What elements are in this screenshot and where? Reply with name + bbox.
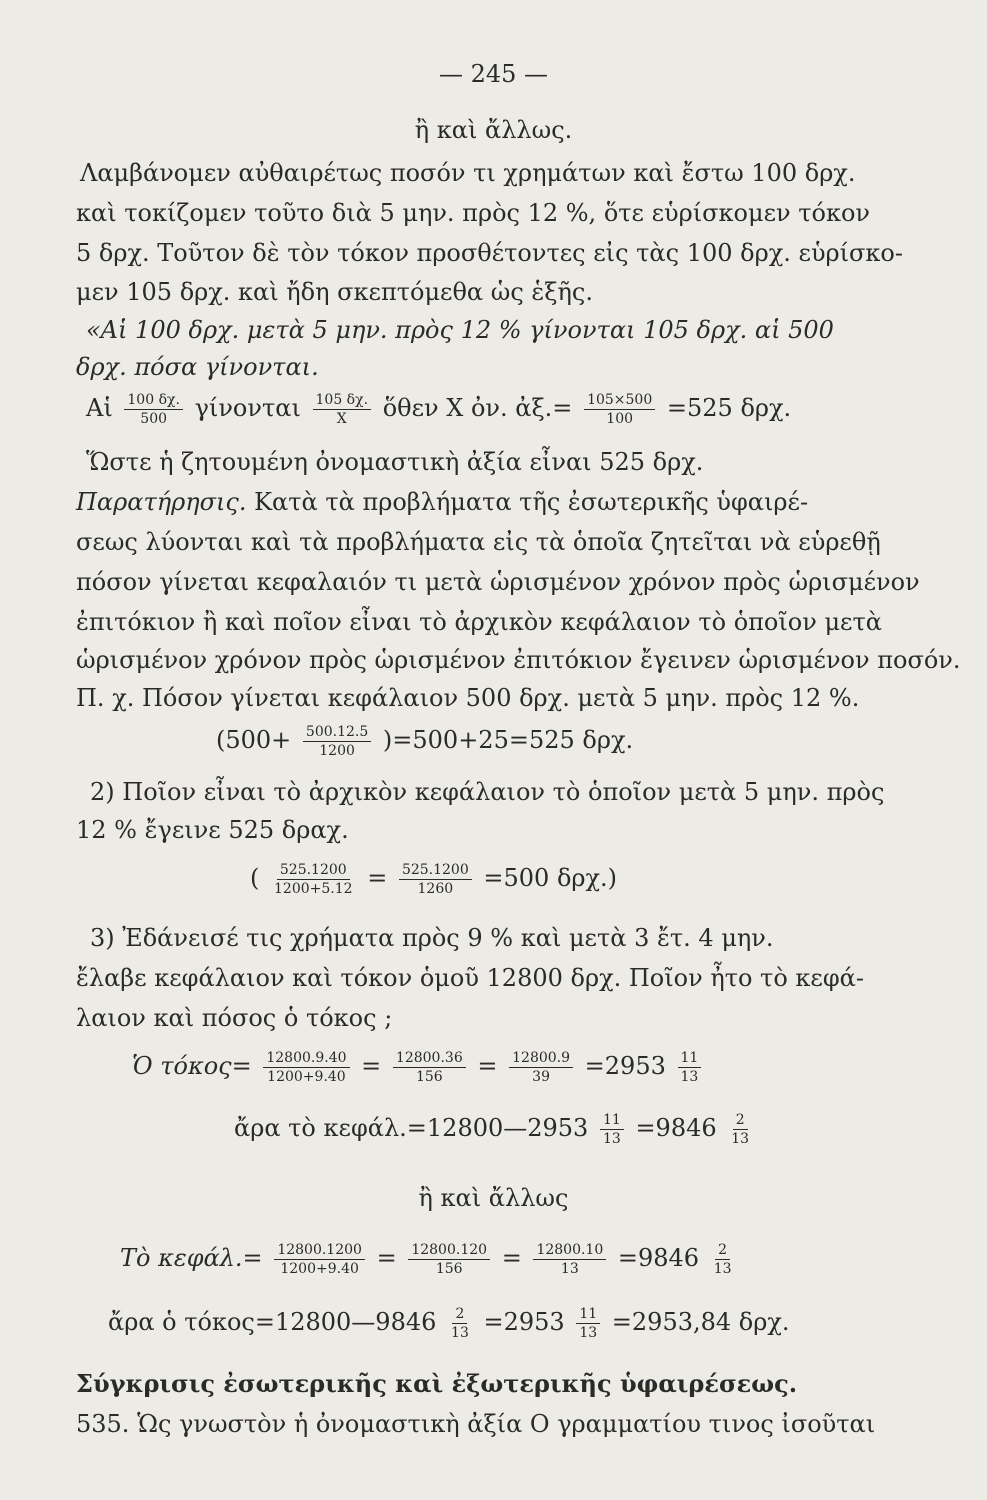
fraction (728, 1113, 752, 1146)
eq-text: =9846 (635, 1114, 717, 1142)
fraction-numerator: 2 (733, 1113, 748, 1130)
fraction-denominator: 39 (532, 1069, 550, 1085)
equation-1 (86, 392, 886, 426)
text-line: λαιον καὶ πόσος ὁ τόκος ; (76, 1004, 393, 1032)
text-line: Π. χ. Πόσον γίνεται κεφάλαιον 500 δρχ. μετὰ 5 μην. πρὸς 12 %. (76, 684, 860, 712)
fraction-numerator: 500.12.5 (303, 725, 371, 742)
fraction (263, 1051, 349, 1084)
text-line: 12 % ἔγεινε 525 δραχ. (76, 816, 349, 844)
fraction-denominator: 156 (415, 1069, 443, 1085)
text-line: καὶ τοκίζομεν τοῦτο διὰ 5 μην. πρὸς 12 %, ὅτε εὑρίσκομεν τόκον (76, 199, 870, 227)
fraction-denominator: 13 (680, 1069, 699, 1085)
fraction-denominator: 156 (435, 1261, 463, 1277)
eq-text: = (361, 1052, 382, 1080)
eq-text: )=500+25=525 δρχ. (382, 726, 634, 754)
fraction-numerator: 525.1200 (277, 863, 350, 880)
eq-text: Αἱ (86, 394, 113, 422)
text-line: ἐπιτόκιον ἢ καὶ ποῖον εἶναι τὸ ἀρχικὸν κεφάλαιον τὸ ὁποῖον μετὰ (76, 608, 882, 636)
fraction-denominator: 13 (713, 1261, 732, 1277)
text-line: ἢ καὶ ἄλλως (418, 1184, 569, 1212)
remark-text: Κατὰ τὰ προβλήματα τῆς ἐσωτερικῆς ὑφαιρέ- (246, 488, 809, 516)
fraction-denominator: 1260 (417, 881, 454, 897)
fraction (448, 1307, 472, 1340)
fraction-numerator: 12800.36 (393, 1051, 466, 1068)
fraction (274, 1243, 365, 1276)
fraction-numerator: 12800.9 (509, 1051, 573, 1068)
eq-text: =2953 (483, 1308, 565, 1336)
fraction-denominator: 100 (606, 411, 634, 427)
eq-text: γίνονται (194, 394, 301, 422)
text-line: μεν 105 δρχ. καὶ ἤδη σκεπτόμεθα ὡς ἑξῆς. (76, 278, 593, 306)
eq-text: = (376, 1244, 397, 1272)
fraction-numerator: 105×500 (584, 393, 655, 410)
fraction-numerator: 11 (678, 1051, 702, 1068)
eq-text: =525 δρχ. (666, 394, 792, 422)
fraction-denominator: 1200+9.40 (280, 1261, 359, 1277)
fraction (124, 393, 183, 426)
eq-text: =2953,84 δρχ. (611, 1308, 790, 1336)
fraction-denominator: X (336, 411, 347, 427)
fraction-numerator: 11 (600, 1113, 624, 1130)
eq-text: = (501, 1244, 522, 1272)
fraction (678, 1051, 702, 1084)
equation-7 (108, 1306, 908, 1340)
page-number: — 245 — (438, 60, 549, 88)
fraction (509, 1051, 573, 1084)
eq-text: ( (250, 864, 260, 892)
fraction-numerator: 12800.9.40 (263, 1051, 349, 1068)
fraction-denominator: 1200 (319, 743, 355, 759)
fraction-denominator: 13 (731, 1131, 750, 1147)
text-line: Ὥστε ἡ ζητουμένη ὀνομαστικὴ ἀξία εἶναι 525 δρχ. (86, 448, 704, 476)
fraction (711, 1243, 735, 1276)
equation-3 (250, 862, 987, 896)
fraction-denominator: 1200+9.40 (267, 1069, 346, 1085)
text-line: δρχ. πόσα γίνονται. (76, 353, 319, 381)
text-line: ὡρισμένον χρόνον πρὸς ὡρισμένον ἐπιτόκιον ἔγεινεν ὡρισμένον ποσόν. (76, 646, 961, 674)
fraction-denominator: 13 (602, 1131, 621, 1147)
eq-text: ἄρα τὸ κεφάλ.=12800—2953 (234, 1114, 589, 1142)
fraction-numerator: 100 δχ. (124, 393, 183, 410)
eq-text: =2953 (584, 1052, 666, 1080)
fraction (313, 393, 372, 426)
fraction-denominator: 13 (560, 1261, 579, 1277)
text-line: ἔλαβε κεφάλαιον καὶ τόκον ὁμοῦ 12800 δρχ. Ποῖον ἦτο τὸ κεφά- (76, 964, 864, 992)
eq-text: = (477, 1052, 498, 1080)
fraction (408, 1243, 490, 1276)
fraction (399, 863, 472, 896)
fraction-numerator: 105 δχ. (313, 393, 372, 410)
fraction (584, 393, 655, 426)
eq-text: ὅθεν X ὀν. ἀξ.= (382, 394, 573, 422)
text-line: 5 δρχ. Τοῦτον δὲ τὸν τόκον προσθέτοντες εἰς τὰς 100 δρχ. εὑρίσκο- (76, 239, 903, 267)
fraction (271, 863, 356, 896)
remark-heading: Παρατήρησις. (76, 488, 247, 516)
fraction-numerator: 12800.10 (533, 1243, 606, 1260)
text-line: πόσον γίνεται κεφαλαιόν τι μετὰ ὡρισμένον χρόνον πρὸς ὡρισμένον (76, 568, 920, 596)
fraction-numerator: 525.1200 (399, 863, 472, 880)
equation-2 (216, 724, 987, 758)
fraction (393, 1051, 466, 1084)
fraction-numerator: 2 (715, 1243, 730, 1260)
fraction (533, 1243, 606, 1276)
fraction-numerator: 12800.1200 (274, 1243, 365, 1260)
text-line (76, 486, 876, 518)
fraction (303, 725, 371, 758)
eq-text: Ὁ τόκος= (132, 1052, 252, 1080)
eq-text: ἄρα ὁ τόκος=12800—9846 (108, 1308, 437, 1336)
eq-text: =500 δρχ.) (483, 864, 618, 892)
section-heading: Σύγκρισις ἐσωτερικῆς καὶ ἐξωτερικῆς ὑφαιρέσεως. (76, 1369, 798, 1398)
text-line: 2) Ποῖον εἶναι τὸ ἀρχικὸν κεφάλαιον τὸ ὁποῖον μετὰ 5 μην. πρὸς (90, 778, 885, 806)
fraction-numerator: 2 (452, 1307, 467, 1324)
fraction-denominator: 13 (579, 1325, 598, 1341)
text-line: Λαμβάνομεν αὐθαιρέτως ποσόν τι χρημάτων καὶ ἔστω 100 δρχ. (80, 159, 856, 187)
fraction-numerator: 12800.120 (408, 1243, 490, 1260)
text-line: «Αἱ 100 δρχ. μετὰ 5 μην. πρὸς 12 % γίνονται 105 δρχ. αἱ 500 (86, 316, 834, 344)
text-line: ἢ καὶ ἄλλως. (414, 116, 573, 144)
eq-text: Τὸ κεφάλ.= (120, 1244, 263, 1272)
text-line: 535. Ὡς γνωστὸν ἡ ὀνομαστικὴ ἀξία Ο γραμματίου τινος ἰσοῦται (76, 1410, 876, 1438)
eq-text: =9846 (617, 1244, 700, 1272)
eq-text: (500+ (216, 726, 292, 754)
fraction-denominator: 500 (140, 411, 168, 427)
fraction-numerator: 11 (576, 1307, 600, 1324)
equation-6 (120, 1242, 920, 1276)
equation-4 (132, 1050, 932, 1084)
fraction-denominator: 13 (451, 1325, 469, 1341)
text-line: 3) Ἐδάνεισέ τις χρήματα πρὸς 9 % καὶ μετὰ 3 ἔτ. 4 μην. (90, 924, 774, 952)
fraction (576, 1307, 600, 1340)
eq-text: = (367, 864, 388, 892)
text-line: σεως λύονται καὶ τὰ προβλήματα εἰς τὰ ὁποῖα ζητεῖται νὰ εὑρεθῇ (76, 528, 881, 556)
equation-5 (234, 1112, 987, 1146)
fraction-denominator: 1200+5.12 (274, 881, 353, 897)
fraction (600, 1113, 624, 1146)
